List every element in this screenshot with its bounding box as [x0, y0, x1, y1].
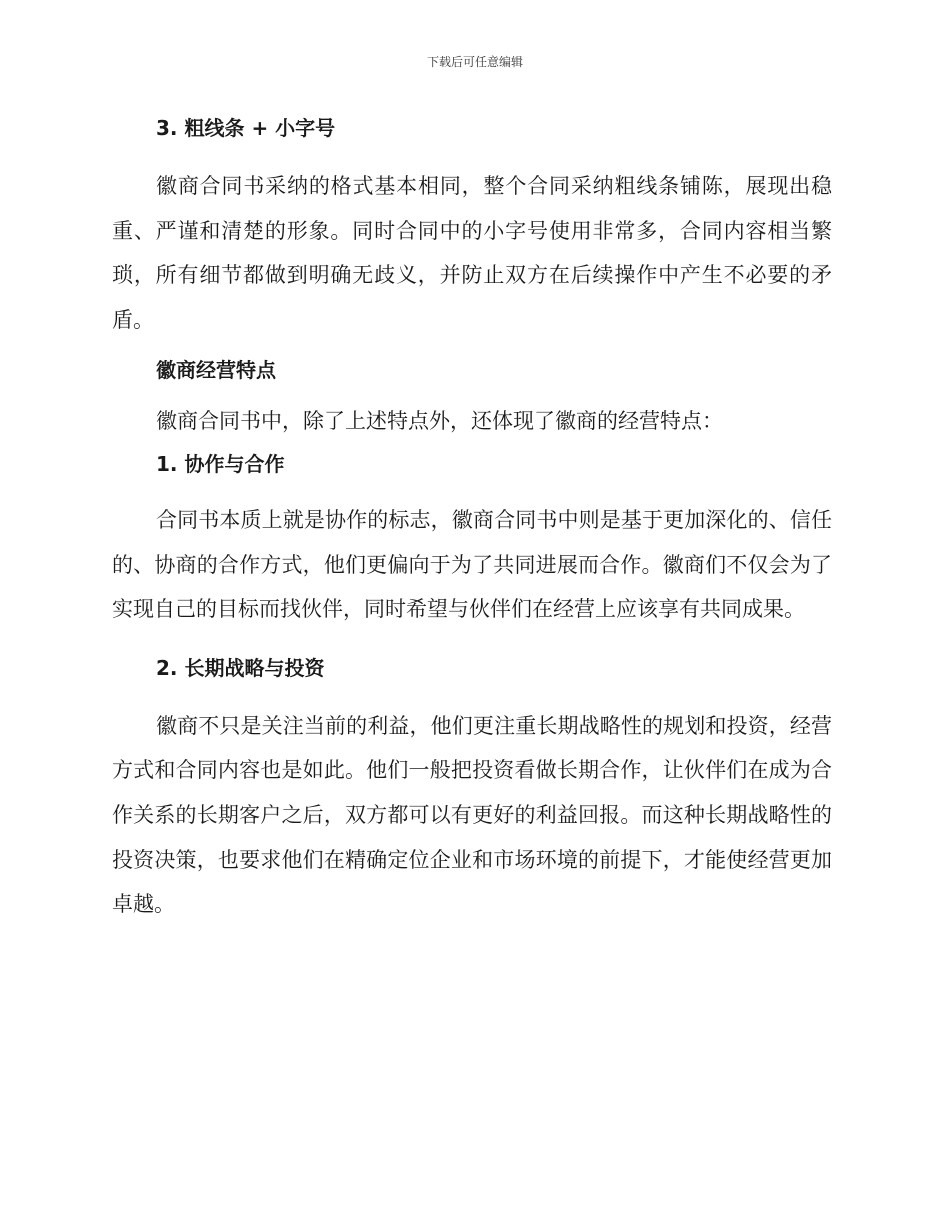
paragraph-business-characteristics-intro: 徽商合同书中，除了上述特点外，还体现了徽商的经营特点：	[156, 409, 723, 434]
paragraph-thick-lines-small-font: 徽商合同书采纳的格式基本相同，整个合同采纳粗线条铺陈，展现出稳重、严谨和清楚的形象。同时合同中的小字号使用非常多，合同内容相当繁琐，所有细节都做到明确无歧义，并防止双方在后续操作中产生不必要的矛盾。	[112, 174, 832, 332]
page-header-watermark: 下载后可任意编辑	[426, 55, 523, 69]
section-heading-business-characteristics: 徽商经营特点	[156, 358, 276, 383]
section-heading-long-term-strategy: 2. 长期战略与投资	[156, 655, 325, 680]
section-heading-cooperation: 1. 协作与合作	[156, 451, 285, 476]
paragraph-long-term-strategy: 徽商不只是关注当前的利益，他们更注重长期战略性的规划和投资，经营方式和合同内容也是如此。他们一般把投资看做长期合作，让伙伴们在成为合作关系的长期客户之后，双方都可以有更好的利益回报。而这种长期战略性的投资决策，也要求他们在精确定位企业和市场环境的前提下，才能使经营更加卓越。	[112, 713, 832, 917]
section-heading-thick-lines-small-font: 3. 粗线条 + 小字号	[156, 116, 336, 140]
document-body	[112, 110, 832, 927]
paragraph-cooperation: 合同书本质上就是协作的标志，徽商合同书中则是基于更加深化的、信任的、协商的合作方式，他们更偏向于为了共同进展而合作。徽商们不仅会为了实现自己的目标而找伙伴，同时希望与伙伴们在经营上应该享有共同成果。	[112, 507, 832, 622]
